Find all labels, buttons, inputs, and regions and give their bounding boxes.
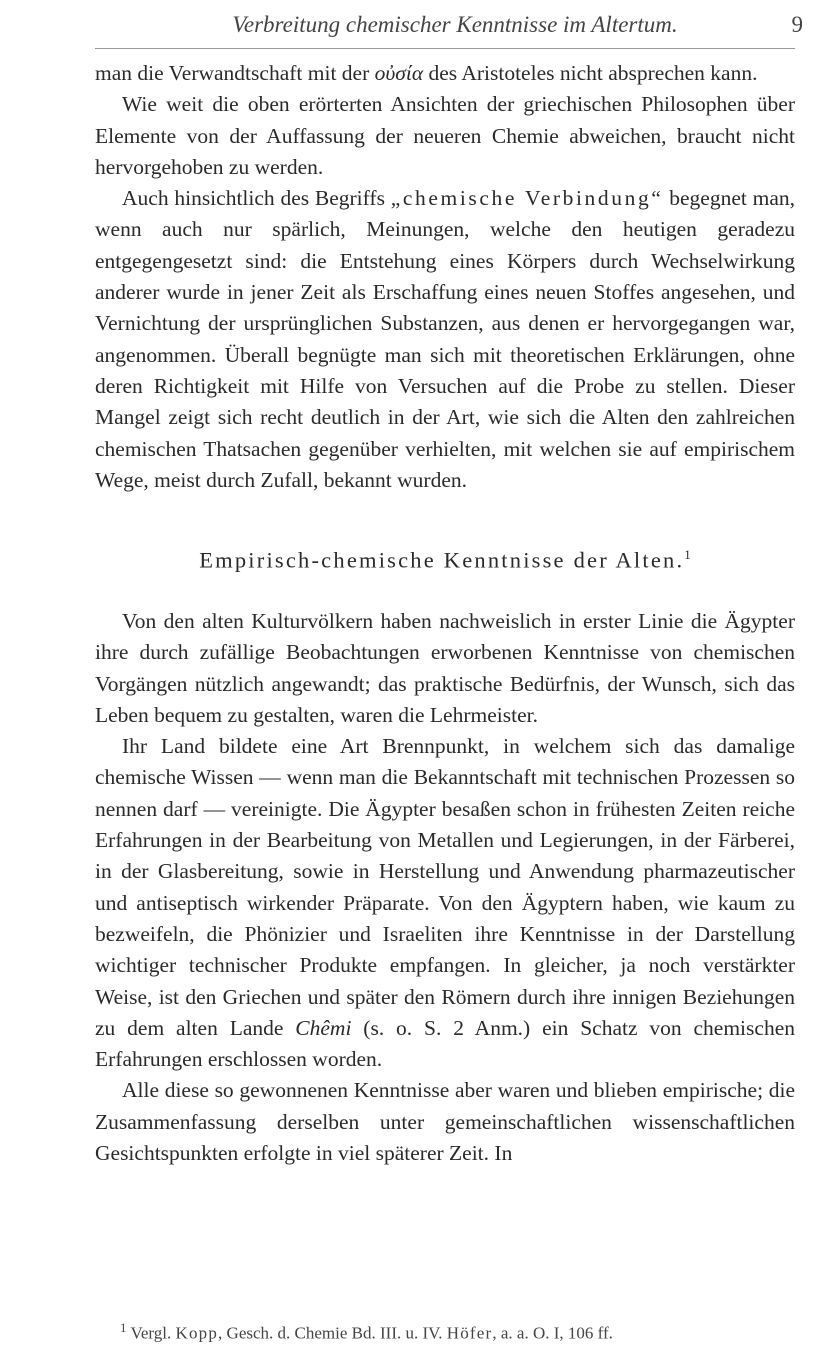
body-text [95, 58, 795, 1169]
paragraph [95, 58, 795, 89]
footnote-author: Höfer [446, 1323, 493, 1343]
footnote-text: , Gesch. d. Chemie Bd. III. u. IV. [218, 1323, 447, 1343]
spaced-term: „chemische Verbindung“ [390, 186, 664, 211]
page-number: 9 [791, 12, 803, 37]
place-name: Chêmi [295, 1015, 352, 1040]
paragraph-text: Ihr Land bildete eine Art Brennpunkt, in welchem sich das damalige chemische Wissen — wenn man die Bekanntschaft mit technischen Prozessen so nennen darf — vereinigte. Die Ägypter besaßen schon in frühesten Zeiten reiche Erfahrungen in der Bearbeitung von Metallen und Legierungen, in der Färberei, in der Glasbereitung, sowie in Herstellung und Anwendung pharmazeutischer und antiseptisch wirkender Präparate. Von den Ägyptern haben, wie kaum zu bezweifeln, die Phönizier und Israeliten ihre Kenntnisse in der Darstellung wichtiger technischer Produkte empfangen. In gleicher, ja noch verstärkter Weise, ist den Griechen und später den Römern durch ihre innigen Beziehungen zu dem alten Lande [95, 734, 795, 1040]
footnote-mark: 1 [684, 547, 691, 563]
paragraph-text: Auch hinsichtlich des Begriffs [122, 186, 391, 211]
greek-term: οὐσία [374, 61, 424, 85]
running-head [95, 8, 815, 42]
footnote-text: Vergl. [126, 1323, 176, 1343]
footnote-number: 1 [120, 1320, 127, 1335]
paragraph: Wie weit die oben erörterten Ansichten der griechischen Philosophen über Elemente von der Auffassung der neueren Chemie abweichen, braucht nicht hervorgehoben zu werden. [95, 92, 795, 179]
section-heading-text: Empirisch-chemische Kenntnisse der Alten. [199, 547, 685, 573]
paragraph-text: des Aristoteles nicht absprechen kann. [423, 61, 758, 85]
paragraph [95, 731, 795, 1075]
paragraph-text: (s. o. S. 2 Anm.) ein Schatz von chemischen Erfahrungen erschlossen worden. [95, 1015, 795, 1072]
footnote [120, 1316, 800, 1346]
paragraph [95, 183, 795, 496]
section-heading [95, 539, 795, 576]
paragraph: Von den alten Kulturvölkern haben nachweislich in erster Linie die Ägypter ihre durch zufällige Beobachtungen erworbenen Kenntnisse von chemischen Vorgängen nützlich angewandt; das praktische Bedürfnis, der Wunsch, sich das Leben bequem zu gestalten, waren die Lehrmeister. [95, 608, 795, 727]
footnote-author: Kopp [175, 1323, 219, 1343]
footnote-text: , a. a. O. I, 106 ff. [492, 1323, 613, 1343]
paragraph: Alle diese so gewonnenen Kenntnisse aber waren und blieben empirische; die Zusammenfassung derselben unter gemeinschaftlichen wissenschaftlichen Gesichtspunkten erfolgte in viel späterer Zeit. In [95, 1078, 795, 1165]
running-title: Verbreitung chemischer Kenntnisse im Altertum. [232, 12, 678, 37]
header-rule [95, 48, 795, 49]
paragraph-text: man die Verwandtschaft mit der [95, 61, 375, 85]
paragraph-text: begegnet man, wenn auch nur spärlich, Meinungen, welche den heutigen geradezu entgegengesetzt sind: die Entstehung eines Körpers durch Wechselwirkung anderer wurde in jener Zeit als Erschaffung eines neuen Stoffes angesehen, und Vernichtung der ursprünglichen Substanzen, aus denen er hervorgegangen war, angenommen. Überall begnügte man sich mit theoretischen Erklärungen, ohne deren Richtigkeit mit Hilfe von Versuchen auf die Probe zu stellen. Dieser Mangel zeigt sich recht deutlich in der Art, wie sich die Alten den zahlreichen chemischen Thatsachen gegenüber verhielten, mit welchen sie auf empirischem Wege, meist durch Zufall, bekannt wurden. [95, 186, 795, 492]
